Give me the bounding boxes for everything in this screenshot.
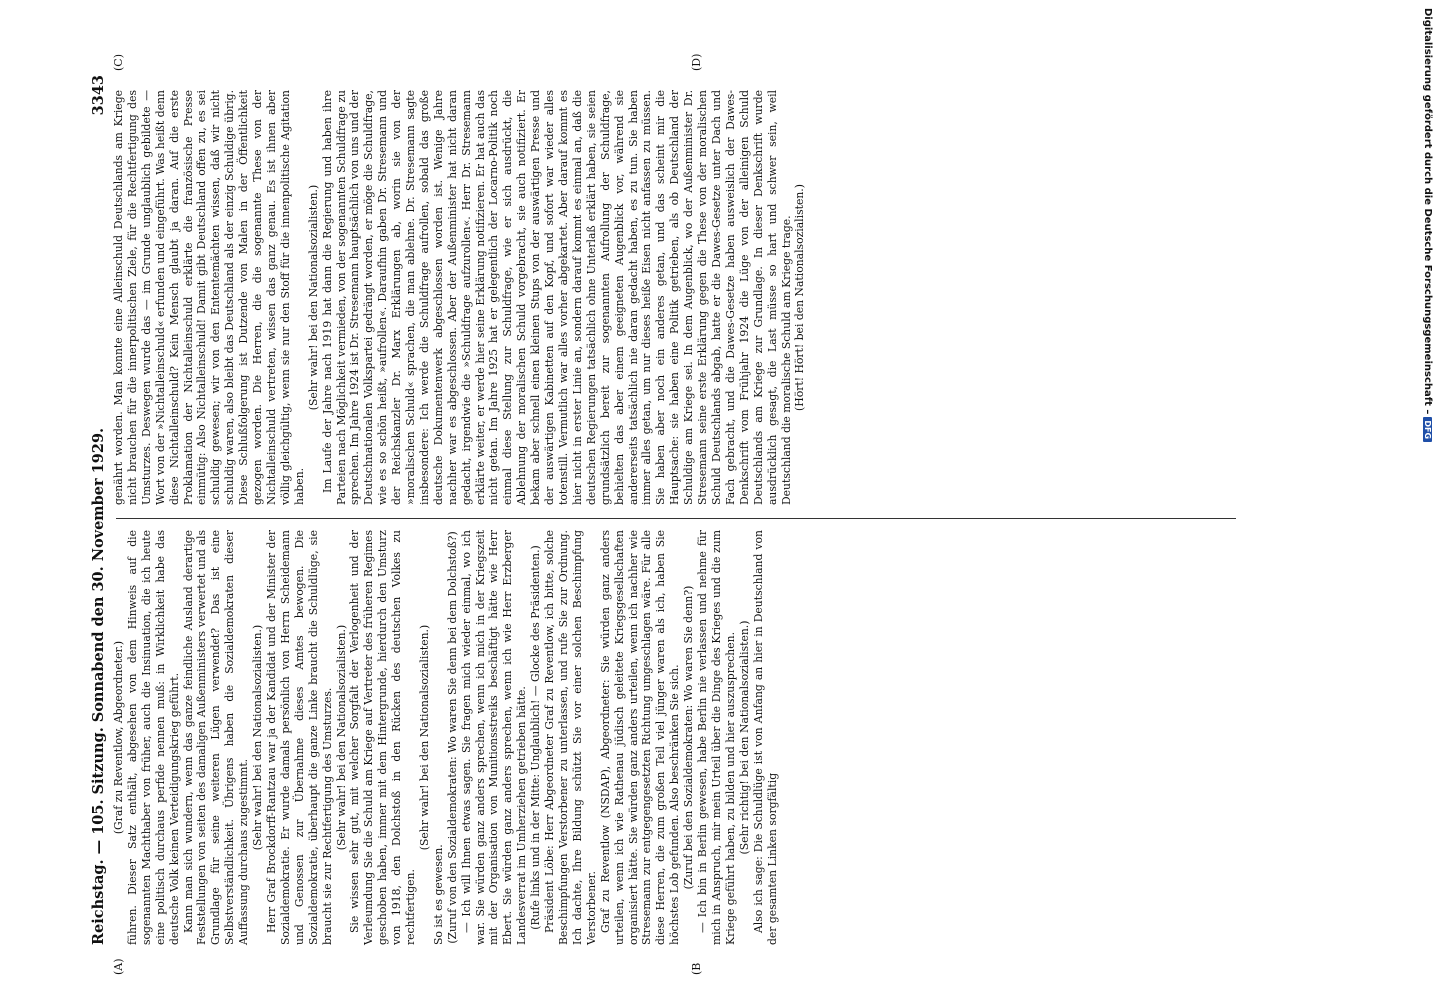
paragraph: Präsident Löbe: Herr Abgeordneter Graf zu Reventlow, ich bitte, solche Beschimpfungen Verstorbener zu unterlassen, und rufe Sie zur Ordnung. Ich dachte, Ihre Bildung schützt Sie vor einer solchen Beschimpfung Verstorbener. xyxy=(543,530,598,945)
text-column-left xyxy=(112,530,1262,945)
paragraph: (Sehr wahr! bei den Nationalsozialisten.) xyxy=(417,624,431,851)
paragraph: (Hört! Hört! bei den Nationalsozialisten.) xyxy=(793,184,807,411)
margin-marker-d: (D) xyxy=(690,53,703,71)
margin-marker-a: (A) xyxy=(112,958,125,975)
funding-notice xyxy=(1422,8,1433,442)
paragraph: (Sehr wahr! bei den Nationalsozialisten.) xyxy=(334,624,348,851)
paragraph: — Ich will Ihnen etwas sagen. Sie fragen mich wieder einmal, wo ich war. Sie würden ganz anders sprechen, wenn ich mich in der Kriegszeit mit der Organisation von Munitionsstreiks beschäftigt hätte wie Herr Ebert. Sie würden ganz anders sprechen, wenn ich wie Herr Erzberger Landesverrat im Umherziehen getrieben hätte. xyxy=(459,530,529,945)
paragraph: (Sehr wahr! bei den Nationalsozialisten.) xyxy=(251,624,265,851)
paragraph: So ist es gewesen. xyxy=(431,844,445,945)
paragraph: Kann man sich wundern, wenn das ganze feindliche Ausland derartige Feststellungen von seiten des damaligen Außenministers verwertet und als Grundlage für seine weiteren Lügen verwendet? Das ist eine Selbstverständlichkeit. Übrigens haben die Sozialdemokraten dieser Auffassung durchaus zugestimmt. xyxy=(181,530,251,945)
paragraph: (Rufe links und in der Mitte: Unglaublich! — Glocke des Präsidenten.) xyxy=(529,545,543,930)
page-header xyxy=(90,75,112,945)
rotated-sheet xyxy=(90,53,1270,975)
running-head: Reichstag. — 105. Sitzung. Sonnabend den 30. November 1929. xyxy=(90,427,107,945)
column-divider xyxy=(116,518,1236,519)
paragraph: Sie wissen sehr gut, mit welcher Sorgfalt der Verlogenheit und der Verleumdung Sie die Schuld am Kriege auf Vertreter des früheren Regimes geschoben haben, immer mit dem Hintergrunde, hierdurch den Umsturz von 1918, den Dolchstoß in den Rücken des deutschen Volkes zu rechtfertigen. xyxy=(348,530,418,945)
paragraph: Graf zu Reventlow (NSDAP), Abgeordneter: Sie würden ganz anders urteilen, wenn ich wie Rathenau jüdisch geleitete Kriegsgesellschaften organisiert hätte. Sie würden ganz anders urteilen, wenn ich nachher wie Stresemann zur entgegengesetzten Richtung umgeschlagen wäre. Für alle diese Herren, die zum großen Teil viel jünger waren als ich, haben Sie höchstes Lob gefunden. Also beschränken Sie sich. xyxy=(598,530,682,945)
text-column-right xyxy=(112,90,1262,505)
dfg-logo: DFG xyxy=(1423,417,1432,442)
paragraph: (Sehr wahr! bei den Nationalsozialisten.) xyxy=(306,184,320,411)
paragraph: führen. Dieser Satz enthält, abgesehen von dem Hinweis auf die sogenannten Machthaber von früher, auch die Insinuation, die ich heute eine politisch durchaus perfide nennen muß: in Wirklichkeit habe das deutsche Volk keinen Verteidigungskrieg geführt. xyxy=(125,530,181,945)
paragraph: Im Laufe der Jahre nach 1919 hat dann die Regierung und haben ihre Parteien nach Möglichkeit vermieden, von der sogenannten Schuldfrage zu sprechen. Im Jahre 1924 ist Dr. Stresemann hauptsächlich von uns und der Deutschnationalen Volkspartei gedrängt worden, er möge die Schuldfrage, wie es so schön heißt, »aufrollen«. Daraufhin gaben Dr. Stresemann und der Reichskanzler Dr. Marx Erklärungen ab, worin sie von der »moralischen Schuld« sprachen, die man ablehne. Dr. Stresemann sagte insbesondere: Ich werde die Schuldfrage aufrollen, sobald das große deutsche Dokumentenwerk abgeschlossen worden ist. Wenige Jahre nachher war es abgeschlossen. Aber der Außenminister hat nicht daran gedacht, irgendwie die »Schuldfrage aufzurollen«. Herr Dr. Stresemann erklärte weiter, er werde hier seine Erklärung notifizieren. Er hat auch das nicht getan. Im Jahre 1925 hat er gelegentlich der Locarno-Politik noch einmal diese Stellung zur Schuldfrage, wie er sich ausdrückt, die Ablehnung der moralischen Schuld vorgebracht, sie auch notifiziert. Er bekam aber schnell einen kleinen Stups von der auswärtigen Presse und der auswärtigen Kabinetten auf den Kopf, und sofort war wieder alles totenstill. Vermutlich war alles vorher abgekartet. Aber darauf kommt es hier nicht in erster Linie an, sondern darauf kommt es einmal an, daß die deutschen Regierungen tatsächlich ohne Unterlaß erklärt haben, sie seien grundsätzlich bereit zur sogenannten Aufrollung der Schuldfrage, behielten das aber einem geeigneten Augenblick vor, während sie andererseits tatsächlich nie daran gedacht haben, es zu tun. Sie haben immer alles getan, um nur dieses heiße Eisen nicht anfassen zu müssen. Sie haben aber noch ein anderes getan, und das scheint mir die Hauptsache: sie haben eine Politik getrieben, als ob Deutschland der Schuldige am Kriege sei. In dem Augenblick, wo der Außenminister Dr. Stresemann seine erste Erklärung gegen die These von der moralischen Schuld Deutschlands abgab, hatte er die Dawes-Gesetze unter Dach und Fach gebracht, und die Dawes-Gesetze haben ausweislich der Dawes-Denkschrift vom Frühjahr 1924 die Lüge von der alleinigen Schuld Deutschlands am Kriege zur Grundlage. In dieser Denkschrift wurde ausdrücklich gesagt, die Last müsse so hart und schwer sein, weil Deutschland die moralische Schuld am Kriege trage. xyxy=(320,90,793,505)
margin-marker-b: (B xyxy=(690,962,703,975)
paragraph: — Ich bin in Berlin gewesen, habe Berlin nie verlassen und nehme für mich in Anspruch, mir mein Urteil über die Dinge des Krieges und die zum Kriege geführt haben, zu bilden und hier auszusprechen. xyxy=(696,530,737,945)
page-number: 3343 xyxy=(90,75,107,116)
funding-text: Digitalisierung gefördert durch die Deutsche Forschungsgemeinschaft – xyxy=(1422,8,1433,415)
paragraph: Also ich sage: Die Schuldlüge ist von Anfang an hier in Deutschland von der gesamten Linken sorgfältig xyxy=(751,530,779,945)
paragraph: (Graf zu Reventlow, Abgeordneter.) xyxy=(112,640,125,835)
paragraph: (Sehr richtig! bei den Nationalsozialisten.) xyxy=(737,620,751,855)
paragraph: genährt worden. Man konnte eine Alleinschuld Deutschlands am Kriege nicht brauchen für die innerpolitischen Ziele, für die Rechtfertigung des Umsturzes. Deswegen wurde das — im Grunde unglaublich gebildete — Wort von der »Nichtalleinschuld« erfunden und eingeführt. Was heißt denn diese Nichtalleinschuld? Kein Mensch glaubt ja daran. Auf die erste Proklamation der Nichtalleinschuld erklärte die französische Presse einmütig: Also Nichtalleinschuld! Damit gibt Deutschland offen zu, es sei schuldig gewesen; wir von den Ententemächten wissen, daß wir nicht schuldig waren, also bleibt das Deutschland als der einzig Schuldige übrig. Diese Schlußfolgerung ist Dutzende von Malen in der Öffentlichkeit gezogen worden. Die Herren, die die sogenannte These von der Nichtalleinschuld vertreten, wissen das ganz genau. Es ist ihnen aber völlig gleichgültig, wenn sie nur den Stoff für die innenpolitische Agitation haben. xyxy=(112,90,306,505)
paragraph: Herr Graf Brockdorff-Rantzau war ja der Kandidat und der Minister der Sozialdemokratie. Er wurde damals persönlich von Herrn Scheidemann und Genossen zur Übernahme dieses Amtes bewogen. Die Sozialdemokratie, überhaupt die ganze Linke braucht die Schuldlüge, sie braucht sie zur Rechtfertigung des Umsturzes. xyxy=(264,530,334,945)
paragraph: (Zuruf bei den Sozialdemokraten: Wo waren Sie denn?) xyxy=(682,585,696,890)
paragraph: (Zuruf von den Sozialdemokraten: Wo waren Sie denn bei dem Dolchstoß?) xyxy=(445,531,459,944)
margin-marker-c: (C) xyxy=(112,54,125,71)
